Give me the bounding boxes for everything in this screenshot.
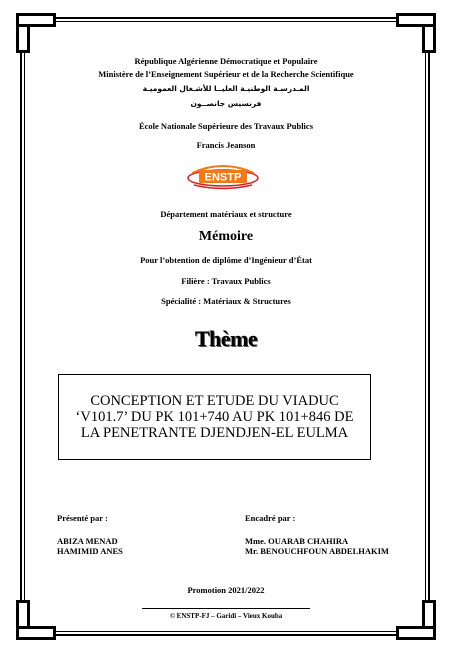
purpose-line: Pour l’obtention de diplôme d’Ingénieur d’État <box>140 255 312 265</box>
corner-ornament-bottom-left-h <box>16 626 56 640</box>
school-name-arabic: المـدرسـة الوطنيـة العليــا للأشـغال العموميـة <box>142 84 310 93</box>
jeanson-arabic: فرنسيس جانصــون <box>190 99 262 108</box>
corner-ornament-bottom-right-h <box>396 626 436 640</box>
corner-ornament-top-right-h <box>396 13 436 27</box>
theme-heading: Thème <box>194 326 258 351</box>
student-name: HAMIMID ANES <box>57 546 123 556</box>
supervised-by-label: Encadré par : <box>245 513 296 523</box>
footer-divider <box>142 608 310 609</box>
enstp-logo <box>186 161 260 193</box>
school-name-french: École Nationale Supérieure des Travaux Publics <box>138 121 314 131</box>
promotion-line: Promotion 2021/2022 <box>187 585 265 595</box>
memoire-heading: Mémoire <box>198 229 254 244</box>
ministry-line: Ministère de l’Enseignement Supérieur et de la Recherche Scientifique <box>98 69 354 79</box>
specialite-line: Spécialité : Matériaux & Structures <box>161 296 291 306</box>
department-line: Département matériaux et structure <box>160 209 292 219</box>
republic-line: République Algérienne Démocratique et Populaire <box>134 56 318 66</box>
footer-copyright: © ENSTP-FJ – Garidi – Vieux Kouba <box>169 612 283 620</box>
corner-ornament-top-left-h <box>16 13 56 27</box>
thesis-title: CONCEPTION ET ETUDE DU VIADUC ‘V101.7’ DU PK 101+740 AU PK 101+846 DE LA PENETRANTE DJENDJEN-EL EULMA <box>75 393 354 441</box>
filiere-line: Filière : Travaux Publics <box>181 276 271 286</box>
logo-text: ENSTP <box>204 171 242 184</box>
supervisor-name: Mme. OUARAB CHAHIRA <box>245 536 349 546</box>
supervisor-name: Mr. BENOUCHFOUN ABDELHAKIM <box>245 546 389 556</box>
thesis-title-box <box>58 374 371 460</box>
jeanson-french: Francis Jeanson <box>196 140 256 150</box>
student-name: ABIZA MENAD <box>57 536 118 546</box>
presented-by-label: Présenté par : <box>57 513 108 523</box>
